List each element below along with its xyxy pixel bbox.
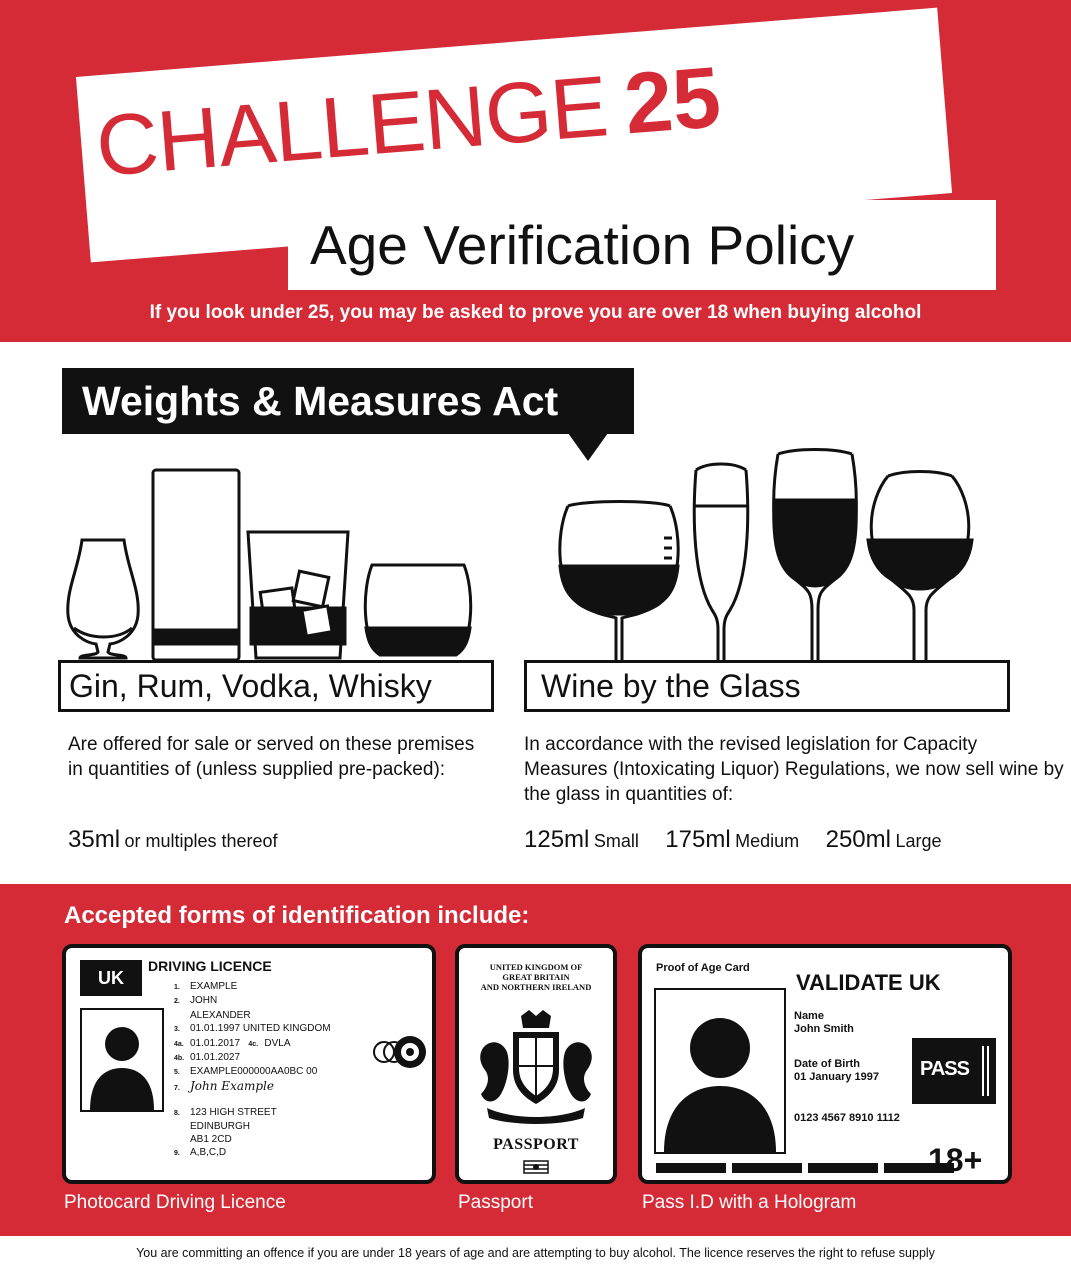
licence-country: UK [80,960,142,996]
wine-size-name: Small [593,831,639,851]
pass-card-number: 0123 4567 8910 1112 [794,1112,900,1124]
licence-details: 1. EXAMPLE 2. JOHN ALEXANDER 3. 01.01.1997 UNITED KINGDOM 4a. 01.01.2017 4c. DVLA 4b. 01.01.2027 5. EXAMPLE000000AA0BC 00 7. John Example [174,981,331,1093]
pass-age-badge: 18+ [928,1142,983,1178]
wine-size-name: Medium [735,831,800,851]
wine-glass-balloon-icon [868,472,972,671]
passport-card [455,944,617,1184]
footer-notice: You are committing an offence if you are under 18 years of age and are attempting to buy alcohol. The licence reserves the right to refuse supply [136,1246,935,1260]
hologram-stripes-icon [982,1046,992,1096]
pass-card-caption: Pass I.D with a Hologram [642,1192,857,1213]
pass-name: Name John Smith [794,1010,854,1035]
stemless-glass-icon [365,565,470,655]
weights-measures-heading: Weights & Measures Act [62,368,634,434]
spirits-quantity-note: or multiples thereof [124,831,278,851]
wine-glass-small-icon [560,502,678,671]
wine-glass-large-icon [774,450,857,671]
identification-heading: Accepted forms of identification include: [64,902,530,929]
person-silhouette-icon [656,990,784,1152]
hologram-icon [372,1032,432,1072]
pass-id-card [638,944,1012,1184]
licence-caption: Photocard Driving Licence [64,1192,286,1213]
wine-size-value: 175ml [665,826,731,853]
title-word: CHALLENGE [92,58,611,195]
pass-hologram-logo [912,1038,996,1104]
pass-logo-text: PASS [920,1058,969,1080]
passport-country: UNITED KINGDOM OF GREAT BRITAIN AND NORTHERN IRELAND [480,962,592,992]
page-subtitle: Age Verification Policy [310,214,855,276]
spirits-quantity-value: 35ml [68,826,121,853]
passport-caption: Passport [458,1192,533,1213]
person-silhouette-icon [82,1010,162,1110]
highball-glass-icon [153,470,239,660]
glencairn-glass-icon [68,540,138,658]
wine-size-value: 125ml [524,826,590,853]
pass-card-type: Proof of Age Card [656,962,750,974]
pass-card-photo [654,988,786,1154]
spirits-description: Are offered for sale or served on these premises in quantities of (unless supplied pre-packed): [68,734,475,780]
glasses-illustration [0,440,1071,670]
driving-licence-card [62,944,436,1184]
spirits-quantity [68,826,278,854]
pass-dob: Date of Birth 01 January 1997 [794,1058,880,1083]
tagline: If you look under 25, you may be asked to prove you are over 18 when buying alcohol [149,302,922,323]
licence-photo [80,1008,164,1112]
title-number: 25 [620,49,725,153]
licence-title: DRIVING LICENCE [148,958,272,974]
royal-crest-icon [473,1008,599,1128]
wine-size-value: 250ml [825,826,891,853]
pass-card-brand: VALIDATE UK [796,970,941,995]
passport-word: PASSPORT [493,1136,579,1153]
biometric-chip-icon [523,1160,549,1174]
spirits-label: Gin, Rum, Vodka, Whisky [58,660,494,712]
tumbler-glass-icon [248,532,348,658]
wine-quantities [524,826,963,854]
wine-description: In accordance with the revised legislation for Capacity Measures (Intoxicating Liquor) Regulations, we now sell wine by the glass in quantities of: [524,734,1064,805]
licence-address: 8. 123 HIGH STREET EDINBURGH AB1 2CD 9. A,B,C,D [174,1107,277,1158]
wine-label: Wine by the Glass [524,660,1010,712]
pass-barcode [656,1160,960,1178]
wine-size-name: Large [895,831,942,851]
wine-glass-medium-icon [694,464,748,670]
licence-signature: John Example [190,1078,274,1093]
